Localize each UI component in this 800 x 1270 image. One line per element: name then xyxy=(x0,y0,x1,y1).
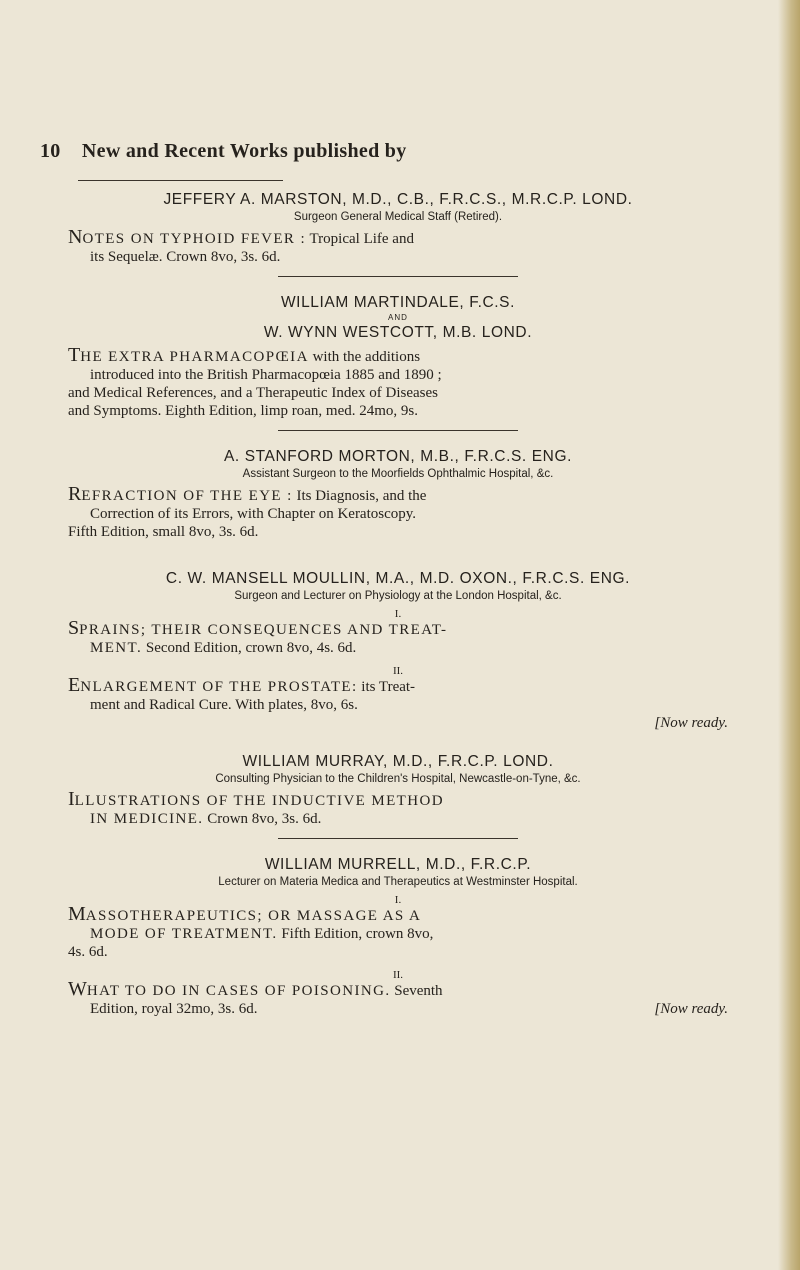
divider xyxy=(278,276,518,277)
book-details: MODE OF TREATMENT. Fifth Edition, crown 8vo, xyxy=(90,926,434,942)
divider xyxy=(278,838,518,839)
author-credentials: Consulting Physician to the Children's Hospital, Newcastle-on-Tyne, &c. xyxy=(215,773,581,785)
book-title: WHAT TO DO IN CASES OF POISONING. Seventh xyxy=(68,978,443,1000)
author-credentials: Surgeon and Lecturer on Physiology at the London Hospital, &c. xyxy=(234,590,562,602)
book-details: IN MEDICINE. Crown 8vo, 3s. 6d. xyxy=(90,811,322,827)
drop-initial: N xyxy=(68,226,83,248)
author-name: C. W. MANSELL MOULLIN, M.A., M.D. OXON., F.R.C.S. ENG. xyxy=(165,570,631,587)
page-edge xyxy=(778,0,800,1270)
book-details: 4s. 6d. xyxy=(68,944,108,960)
book-title: ILLUSTRATIONS OF THE INDUCTIVE METHOD xyxy=(68,788,444,810)
author-name: WILLIAM MURRAY, M.D., F.R.C.P. LOND. xyxy=(242,753,554,770)
book-title: ENLARGEMENT OF THE PROSTATE: its Treat- xyxy=(68,674,416,696)
drop-initial: S xyxy=(68,617,80,639)
drop-initial: E xyxy=(68,674,81,696)
book-number: I. xyxy=(394,608,402,620)
book-details: Fifth Edition, small 8vo, 3s. 6d. xyxy=(68,524,259,540)
author-name: WILLIAM MARTINDALE, F.C.S. xyxy=(280,294,516,311)
book-title: THE EXTRA PHARMACOPŒIA with the additions xyxy=(68,344,421,366)
drop-initial: R xyxy=(68,483,82,505)
book-details: introduced into the British Pharmacopœia 1885 and 1890 ; xyxy=(90,367,442,383)
author-name: WILLIAM MURRELL, M.D., F.R.C.P. xyxy=(264,856,532,873)
catalogue-entry xyxy=(68,752,728,828)
book-number: II. xyxy=(392,969,404,981)
drop-initial: W xyxy=(68,978,87,1000)
page-number: 10 xyxy=(40,140,61,162)
drop-initial: I xyxy=(68,788,75,810)
book-number: II. xyxy=(392,665,404,677)
and-connector: AND xyxy=(388,313,408,322)
catalogue-entry xyxy=(68,447,728,541)
header-rule xyxy=(78,180,283,181)
book-title: NOTES ON TYPHOID FEVER : Tropical Life and xyxy=(68,226,414,248)
book-title: REFRACTION OF THE EYE : Its Diagnosis, and the xyxy=(68,483,427,505)
running-header xyxy=(40,140,740,163)
catalogue-entry xyxy=(68,190,728,266)
author-name: A. STANFORD MORTON, M.B., F.R.C.S. ENG. xyxy=(223,448,573,465)
book-details xyxy=(68,714,728,732)
catalogue-entry xyxy=(68,293,728,420)
book-title: MASSOTHERAPEUTICS; OR MASSAGE AS A xyxy=(68,903,422,925)
drop-initial: M xyxy=(68,903,86,925)
divider xyxy=(278,430,518,431)
catalogue-content xyxy=(68,190,728,1018)
book-details: its Sequelæ. Crown 8vo, 3s. 6d. xyxy=(90,249,281,265)
author-name: W. WYNN WESTCOTT, M.B. LOND. xyxy=(263,324,533,341)
book-details: and Symptoms. Eighth Edition, limp roan, med. 24mo, 9s. xyxy=(68,403,418,419)
header-title: New and Recent Works published by xyxy=(81,140,407,162)
author-credentials: Assistant Surgeon to the Moorfields Ophthalmic Hospital, &c. xyxy=(242,468,554,480)
book-details: Edition, royal 32mo, 3s. 6d. [Now ready. xyxy=(90,1001,728,1017)
author-credentials: Surgeon General Medical Staff (Retired). xyxy=(293,211,503,223)
author-name: JEFFERY A. MARSTON, M.D., C.B., F.R.C.S., M.R.C.P. LOND. xyxy=(163,191,633,208)
book-title: SPRAINS; THEIR CONSEQUENCES AND TREAT- xyxy=(68,617,448,639)
ready-note: [Now ready. xyxy=(654,1001,728,1017)
book-number: I. xyxy=(394,894,402,906)
catalogue-entry xyxy=(68,855,728,1018)
drop-initial: T xyxy=(68,344,81,366)
catalogue-entry xyxy=(68,569,728,732)
book-details: Correction of its Errors, with Chapter on Keratoscopy. xyxy=(90,506,417,522)
book-details: and Medical References, and a Therapeutic Index of Diseases xyxy=(68,385,438,401)
ready-note: [Now ready. xyxy=(654,715,728,731)
book-details: ment and Radical Cure. With plates, 8vo, 6s. xyxy=(90,697,358,713)
author-credentials: Lecturer on Materia Medica and Therapeutics at Westminster Hospital. xyxy=(218,876,578,888)
book-details: MENT. Second Edition, crown 8vo, 4s. 6d. xyxy=(90,640,357,656)
